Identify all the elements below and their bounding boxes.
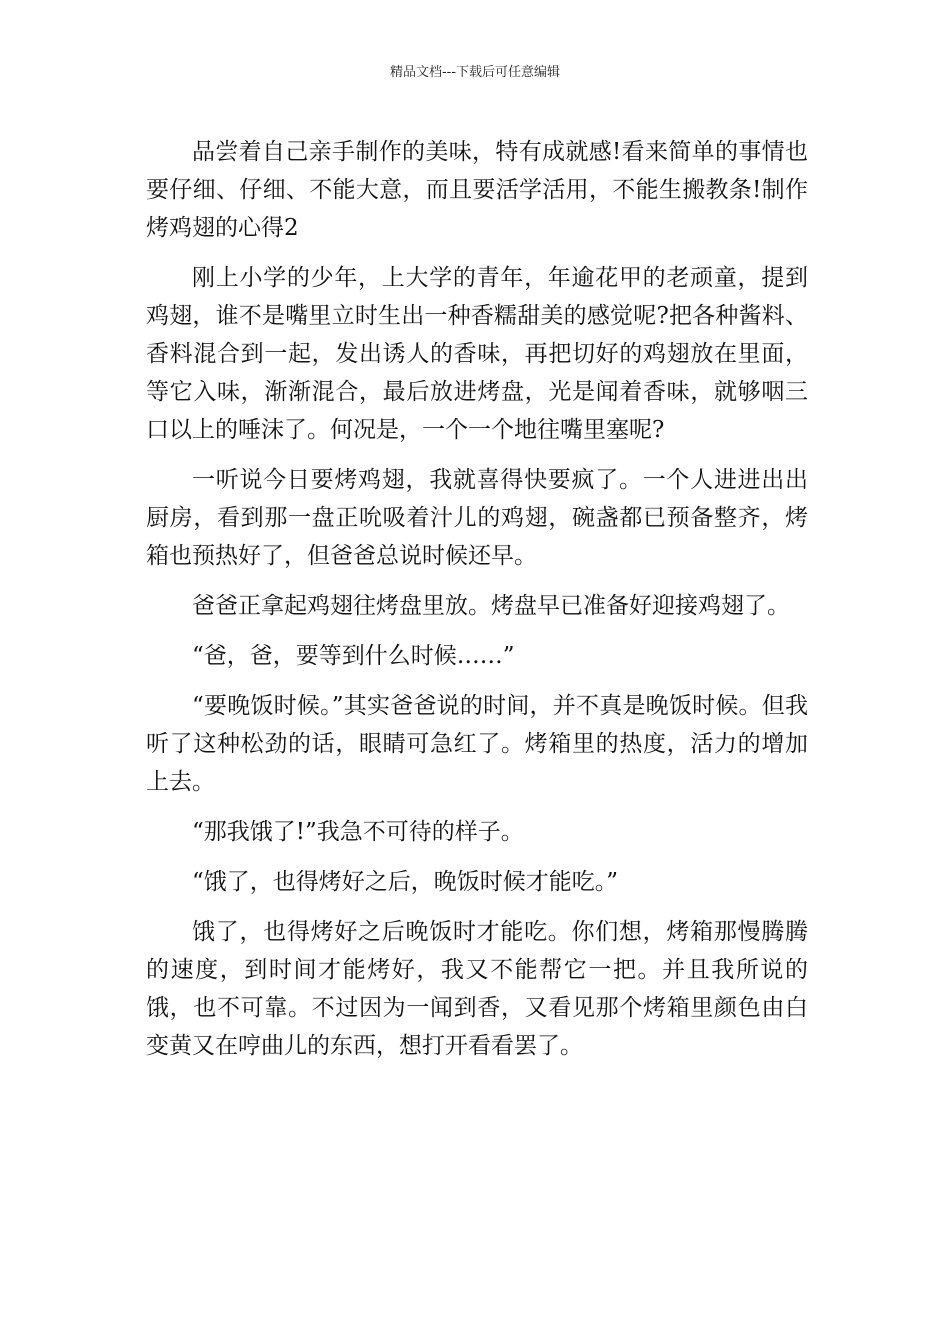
paragraph: 一听说今日要烤鸡翅，我就喜得快要疯了。一个人进进出出厨房，看到那一盘正吮吸着汁儿的鸡翅，碗盏都已预备整齐，烤箱也预热好了，但爸爸总说时候还早。 — [146, 467, 808, 569]
page-header: 精品文档---下载后可任意编辑 — [389, 65, 561, 80]
paragraph: 品尝着自己亲手制作的美味，特有成就感!看来简单的事情也要仔细、仔细、不能大意，而且要活学活用，不能生搬教条!制作烤鸡翅的心得2 — [146, 139, 808, 241]
paragraph: 爸爸正拿起鸡翅往烤盘里放。烤盘早已准备好迎接鸡翅了。 — [192, 593, 790, 619]
paragraph: 刚上小学的少年，上大学的青年，年逾花甲的老顽童，提到鸡翅，谁不是嘴里立时生出一种香糯甜美的感觉呢?把各种酱料、香料混合到一起，发出诱人的香味，再把切好的鸡翅放在里面，等它入味，渐渐混合，最后放进烤盘，光是闻着香味，就够咽三口以上的唾沫了。何况是，一个一个地往嘴里塞呢? — [146, 265, 808, 443]
paragraph: 饿了，也得烤好之后晚饭时才能吃。你们想，烤箱那慢腾腾的速度，到时间才能烤好，我又不能帮它一把。并且我所说的饿，也不可靠。不过因为一闻到香，又看见那个烤箱里颜色由白变黄又在哼曲儿的东西，想打开看看罢了。 — [146, 919, 808, 1059]
document-body — [146, 133, 808, 1077]
paragraph: “饿了，也得烤好之后，晚饭时候才能吃。” — [192, 869, 619, 895]
paragraph: “要晚饭时候。”其实爸爸说的时间，并不真是晚饭时候。但我听了这种松劲的话，眼睛可急红了。烤箱里的热度，活力的增加上去。 — [146, 693, 808, 795]
paragraph: “那我饿了!”我急不可待的样子。 — [192, 819, 524, 845]
paragraph: “爸，爸，要等到什么时候……” — [192, 643, 515, 669]
